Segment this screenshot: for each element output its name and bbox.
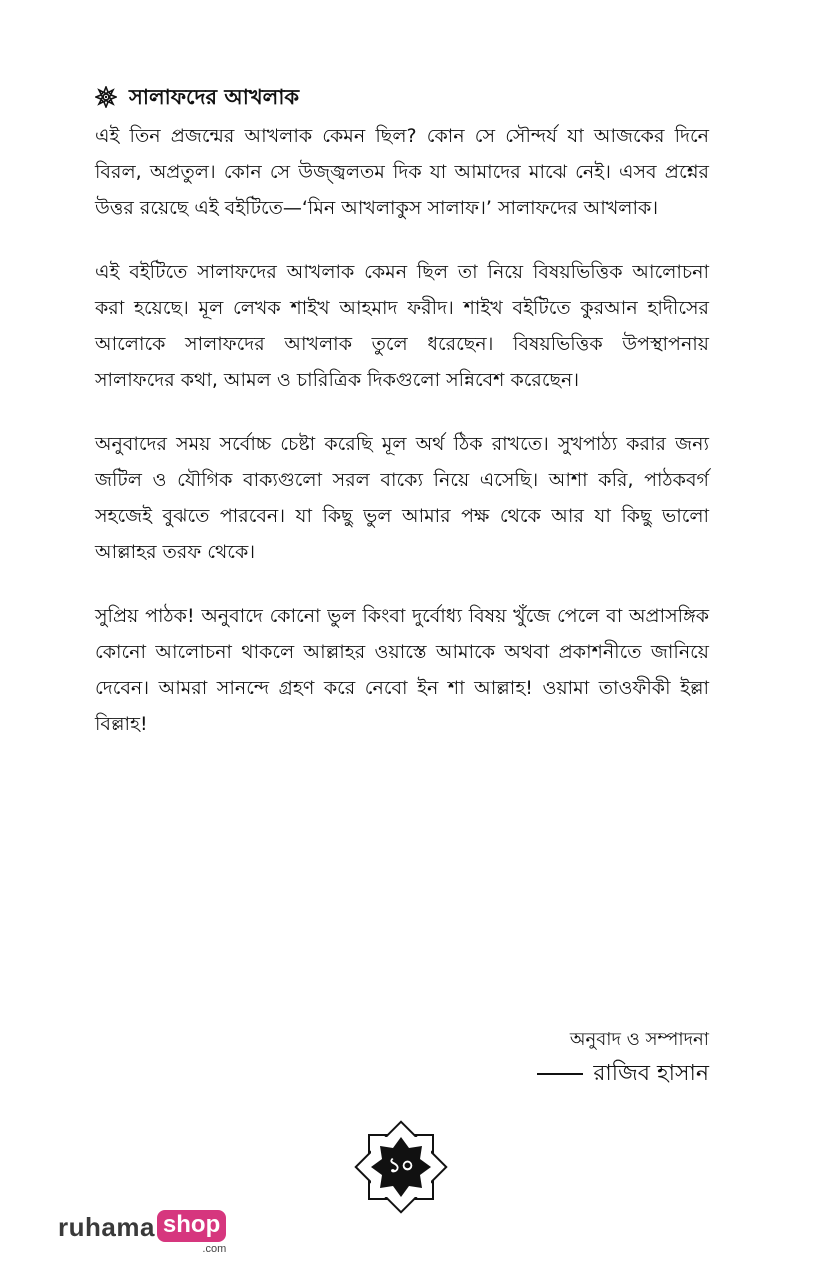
- paragraph-3: অনুবাদের সময় সর্বোচ্চ চেষ্টা করেছি মূল অর্থ ঠিক রাখতে। সুখপাঠ্য করার জন্য জটিল ও যৌগিক বাক্যগুলো সরল বাক্যে নিয়ে এসেছি। আশা করি, পাঠকবর্গ সহজেই বুঝতে পারবেন। যা কিছু ভুল আমার পক্ষ থেকে আর যা কিছু ভালো আল্লাহর তরফ থেকে।: [95, 433, 709, 563]
- paragraph-1: এই তিন প্রজন্মের আখলাক কেমন ছিল? কোন সে সৌন্দর্য যা আজকের দিনে বিরল, অপ্রতুল। কোন সে উজ্জ্বলতম দিক যা আমাদের মাঝে নেই। এসব প্রশ্নের উত্তর রয়েছে এই বইটিতে—‘মিন আখলাকুস সালাফ।’ সালাফদের আখলাক।: [95, 125, 709, 219]
- signature-block: [537, 1024, 709, 1092]
- brand-domain: .com: [202, 1243, 227, 1255]
- section-heading: [95, 82, 299, 112]
- signature-name-line: [537, 1056, 709, 1092]
- brand-name: ruhama: [58, 1212, 155, 1242]
- brand-shop-group: [157, 1210, 226, 1256]
- paragraph-2: এই বইটিতে সালাফদের আখলাক কেমন ছিল তা নিয়ে বিষয়ভিত্তিক আলোচনা করা হয়েছে। মূল লেখক শাইখ আহমাদ ফরীদ। শাইখ বইটিতে কুরআন হাদীসের আলোকে সালাফদের আখলাক তুলে ধরেছেন। বিষয়ভিত্তিক উপস্থাপনায় সালাফদের কথা, আমল ও চারিত্রিক দিকগুলো সন্নিবেশ করেছেন।: [95, 261, 709, 391]
- dash-divider: [537, 1073, 583, 1075]
- body-text: [95, 118, 709, 770]
- paragraph-4: সুপ্রিয় পাঠক! অনুবাদে কোনো ভুল কিংবা দুর্বোধ্য বিষয় খুঁজে পেলে বা অপ্রাসঙ্গিক কোনো আলোচনা থাকলে আল্লাহর ওয়াস্তে আমাকে অথবা প্রকাশনীতে জানিয়ে দেবেন। আমরা সানন্দে গ্রহণ করে নেবো ইন শা আল্লাহ! ওয়ামা তাওফীকী ইল্লা বিল্লাহ!: [95, 605, 709, 735]
- page-number-badge: [352, 1118, 450, 1216]
- ornament-flower-icon: [95, 86, 117, 108]
- brand-shop-badge: shop: [157, 1210, 226, 1242]
- signature-role: অনুবাদ ও সম্পাদনা: [569, 1029, 709, 1050]
- section-title: সালাফদের আখলাক: [129, 85, 300, 109]
- brand-logo: [58, 1210, 226, 1256]
- page-number: ১০: [388, 1152, 414, 1177]
- signature-name: রাজিব হাসান: [593, 1061, 709, 1086]
